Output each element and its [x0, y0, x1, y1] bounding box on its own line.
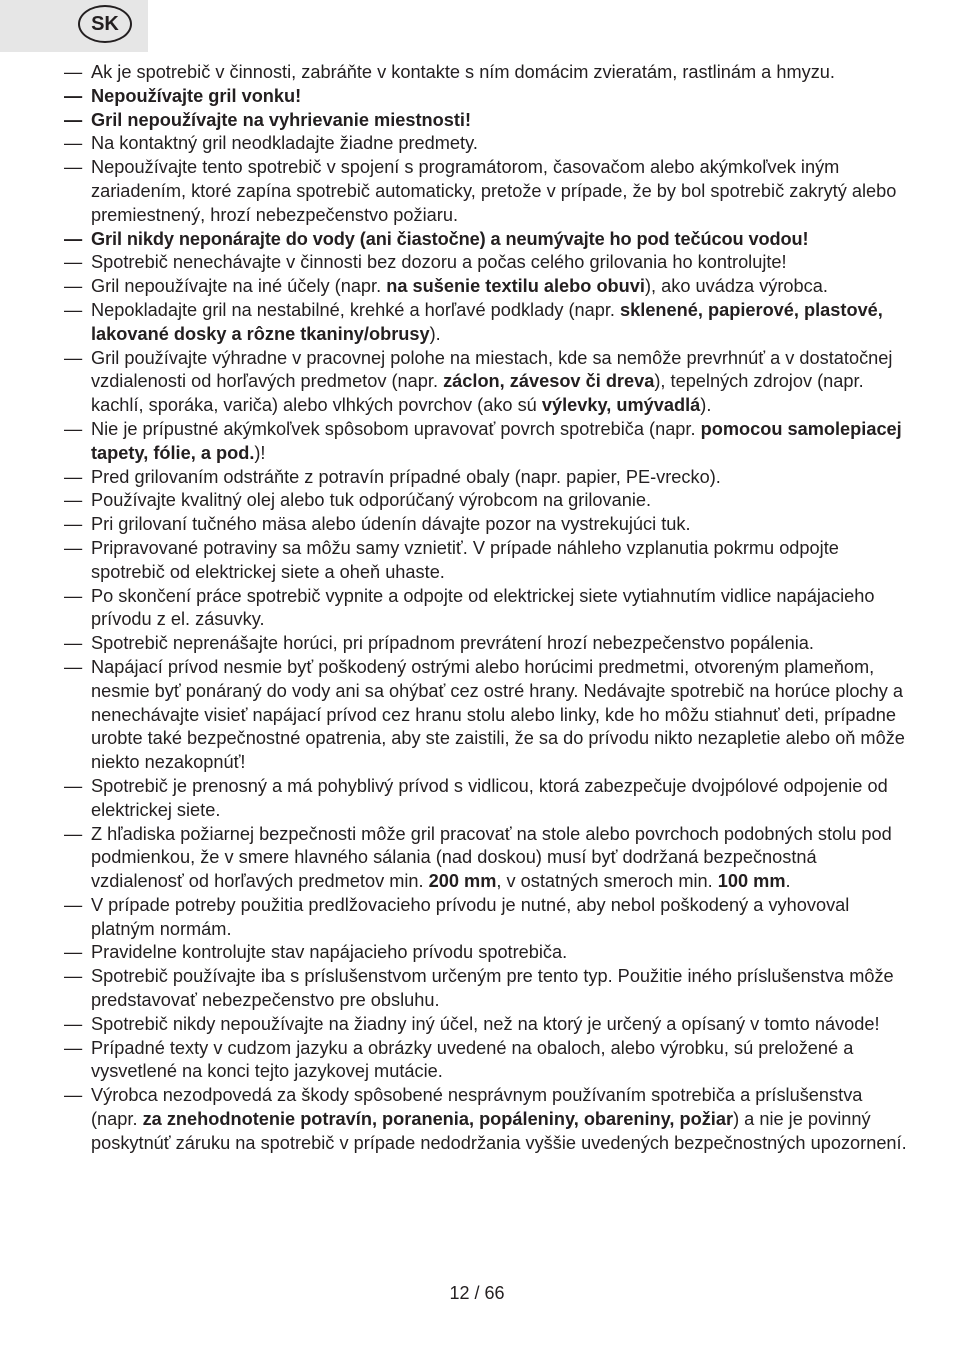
- dash: —: [64, 1013, 83, 1034]
- dash: —: [64, 537, 83, 558]
- dash: —: [64, 228, 83, 249]
- instruction-item: — Nepokladajte gril na nestabilné, krehké a horľavé podklady (napr. sklenené, papierové, plastové, lakované dosky a rôzne tkaniny/obrusy).: [64, 299, 883, 344]
- dash: —: [64, 1037, 83, 1058]
- instruction-item: — Nepoužívajte gril vonku!: [64, 85, 912, 109]
- dash: —: [64, 514, 83, 535]
- instruction-item: — Pravidelne kontrolujte stav napájacieho prívodu spotrebiča.: [64, 941, 912, 965]
- instruction-item: — Spotrebič neprenášajte horúci, pri prípadnom prevrátení hrozí nebezpečenstvo popálenia.: [64, 632, 912, 656]
- dash: —: [64, 823, 83, 844]
- instruction-item: — V prípade potreby použitia predlžovacieho prívodu je nutné, aby nebol poškodený a vyhovoval platným normám.: [64, 894, 850, 939]
- language-tab: [0, 0, 148, 52]
- dash: —: [64, 85, 83, 106]
- instruction-item: — Prípadné texty v cudzom jazyku a obrázky uvedené na obaloch, alebo výrobku, sú preložené a vysvetlené na konci tejto jazykovej mutácie.: [64, 1037, 854, 1082]
- instruction-item: — Ak je spotrebič v činnosti, zabráňte v kontakte s ním domácim zvieratám, rastlinám a hmyzu.: [64, 61, 912, 85]
- instruction-item: — Napájací prívod nesmie byť poškodený ostrými alebo horúcimi predmetmi, otvoreným plameňom, nesmie byť ponáraný do vody ani sa ohýbať cez ostré hrany. Nedávajte spotrebič na horúce plochy a nenechávajte visieť napájací prívod cez hranu stolu alebo linky, kde ho môžu stiahnuť deti, prípadne urobte také bezpečnostné opatrenia, aby ste zaistili, že sa do prívodu nikto nezapletie alebo oň môže niekto nezakopnúť!: [64, 656, 905, 773]
- dash: —: [64, 347, 83, 368]
- dash: —: [64, 585, 83, 606]
- instruction-item: — Gril nepoužívajte na iné účely (napr. na sušenie textilu alebo obuvi), ako uvádza výrobca.: [64, 275, 912, 299]
- instruction-item: — Z hľadiska požiarnej bezpečnosti môže gril pracovať na stole alebo povrchoch podobných stolu pod podmienkou, že v smere hlavného sálania (nad doskou) musí byť dodržaná bezpečnostná vzdialenosť od horľavých predmetov min. 200 mm, v ostatných smeroch min. 100 mm.: [64, 823, 892, 892]
- dash: —: [64, 109, 83, 130]
- dash: —: [64, 1085, 83, 1106]
- dash: —: [64, 775, 83, 796]
- dash: —: [64, 133, 83, 154]
- dash: —: [64, 299, 83, 320]
- dash: —: [64, 276, 83, 297]
- instruction-item: — Spotrebič nenechávajte v činnosti bez dozoru a počas celého grilovania ho kontrolujte!: [64, 251, 912, 275]
- instruction-item: — Pri grilovaní tučného mäsa alebo údenín dávajte pozor na vystrekujúci tuk.: [64, 513, 912, 537]
- instruction-item: — Po skončení práce spotrebič vypnite a odpojte od elektrickej siete vytiahnutím vidlice napájacieho prívodu z el. zásuvky.: [64, 585, 875, 630]
- dash: —: [64, 157, 83, 178]
- dash: —: [64, 942, 83, 963]
- language-badge: SK: [78, 5, 132, 43]
- dash: —: [64, 656, 83, 677]
- dash: —: [64, 966, 83, 987]
- dash: —: [64, 490, 83, 511]
- instruction-item: — Na kontaktný gril neodkladajte žiadne predmety.: [64, 132, 912, 156]
- instruction-item: — Gril nikdy neponárajte do vody (ani čiastočne) a neumývajte ho pod tečúcou vodou!: [64, 228, 912, 252]
- dash: —: [64, 418, 83, 439]
- instruction-item: — Spotrebič používajte iba s príslušenstvom určeným pre tento typ. Použitie iného príslušenstva môže predstavovať nebezpečenstvo pre obsluhu.: [64, 966, 894, 1011]
- instruction-item: — Nie je prípustné akýmkoľvek spôsobom upravovať povrch spotrebiča (napr. pomocou samolepiacej tapety, fólie, a pod.)!: [64, 418, 902, 463]
- instruction-item: — Pred grilovaním odstráňte z potravín prípadné obaly (napr. papier, PE-vrecko).: [64, 466, 912, 490]
- instruction-item: — Používajte kvalitný olej alebo tuk odporúčaný výrobcom na grilovanie.: [64, 489, 912, 513]
- dash: —: [64, 894, 83, 915]
- dash: —: [64, 252, 83, 273]
- instruction-item: — Gril nepoužívajte na vyhrievanie miestnosti!: [64, 109, 912, 133]
- instruction-item: — Spotrebič nikdy nepoužívajte na žiadny iný účel, než na ktorý je určený a opísaný v tomto návode!: [64, 1013, 912, 1037]
- dash: —: [64, 466, 83, 487]
- instruction-item: — Výrobca nezodpovedá za škody spôsobené nesprávnym používaním spotrebiča a príslušenstva (napr. za znehodnotenie potravín, poranenia, popáleniny, obareniny, požiar) a nie je povinný poskytnúť záruku na spotrebič v prípade nedodržania vyššie uvedených bezpečnostných upozornení.: [64, 1085, 907, 1153]
- dash: —: [64, 62, 83, 82]
- instruction-item: — Spotrebič je prenosný a má pohyblivý prívod s vidlicou, ktorá zabezpečuje dvojpólové odpojenie od elektrickej siete.: [64, 775, 888, 820]
- instruction-item: — Gril používajte výhradne v pracovnej polohe na miestach, kde sa nemôže prevrhnúť a v dostatočnej vzdialenosti od horľavých predmetov (napr. záclon, závesov či dreva), tepelných zdrojov (napr. kachlí, sporáka, variča) alebo vlhkých povrchov (ako sú výlevky, umývadlá).: [64, 347, 893, 416]
- page-number: 12 / 66: [449, 1283, 505, 1303]
- instruction-item: — Pripravované potraviny sa môžu samy vznietiť. V prípade náhleho vzplanutia pokrmu odpojte spotrebič od elektrickej siete a oheň uhaste.: [64, 537, 839, 582]
- instruction-item: — Nepoužívajte tento spotrebič v spojení s programátorom, časovačom alebo akýmkoľvek iným zariadením, ktoré zapína spotrebič automaticky, pretože v prípade, že by bol spotrebič zakrytý alebo premiestnený, hrozí nebezpečenstvo požiaru.: [64, 157, 897, 225]
- safety-instructions: [64, 61, 912, 1156]
- dash: —: [64, 633, 83, 654]
